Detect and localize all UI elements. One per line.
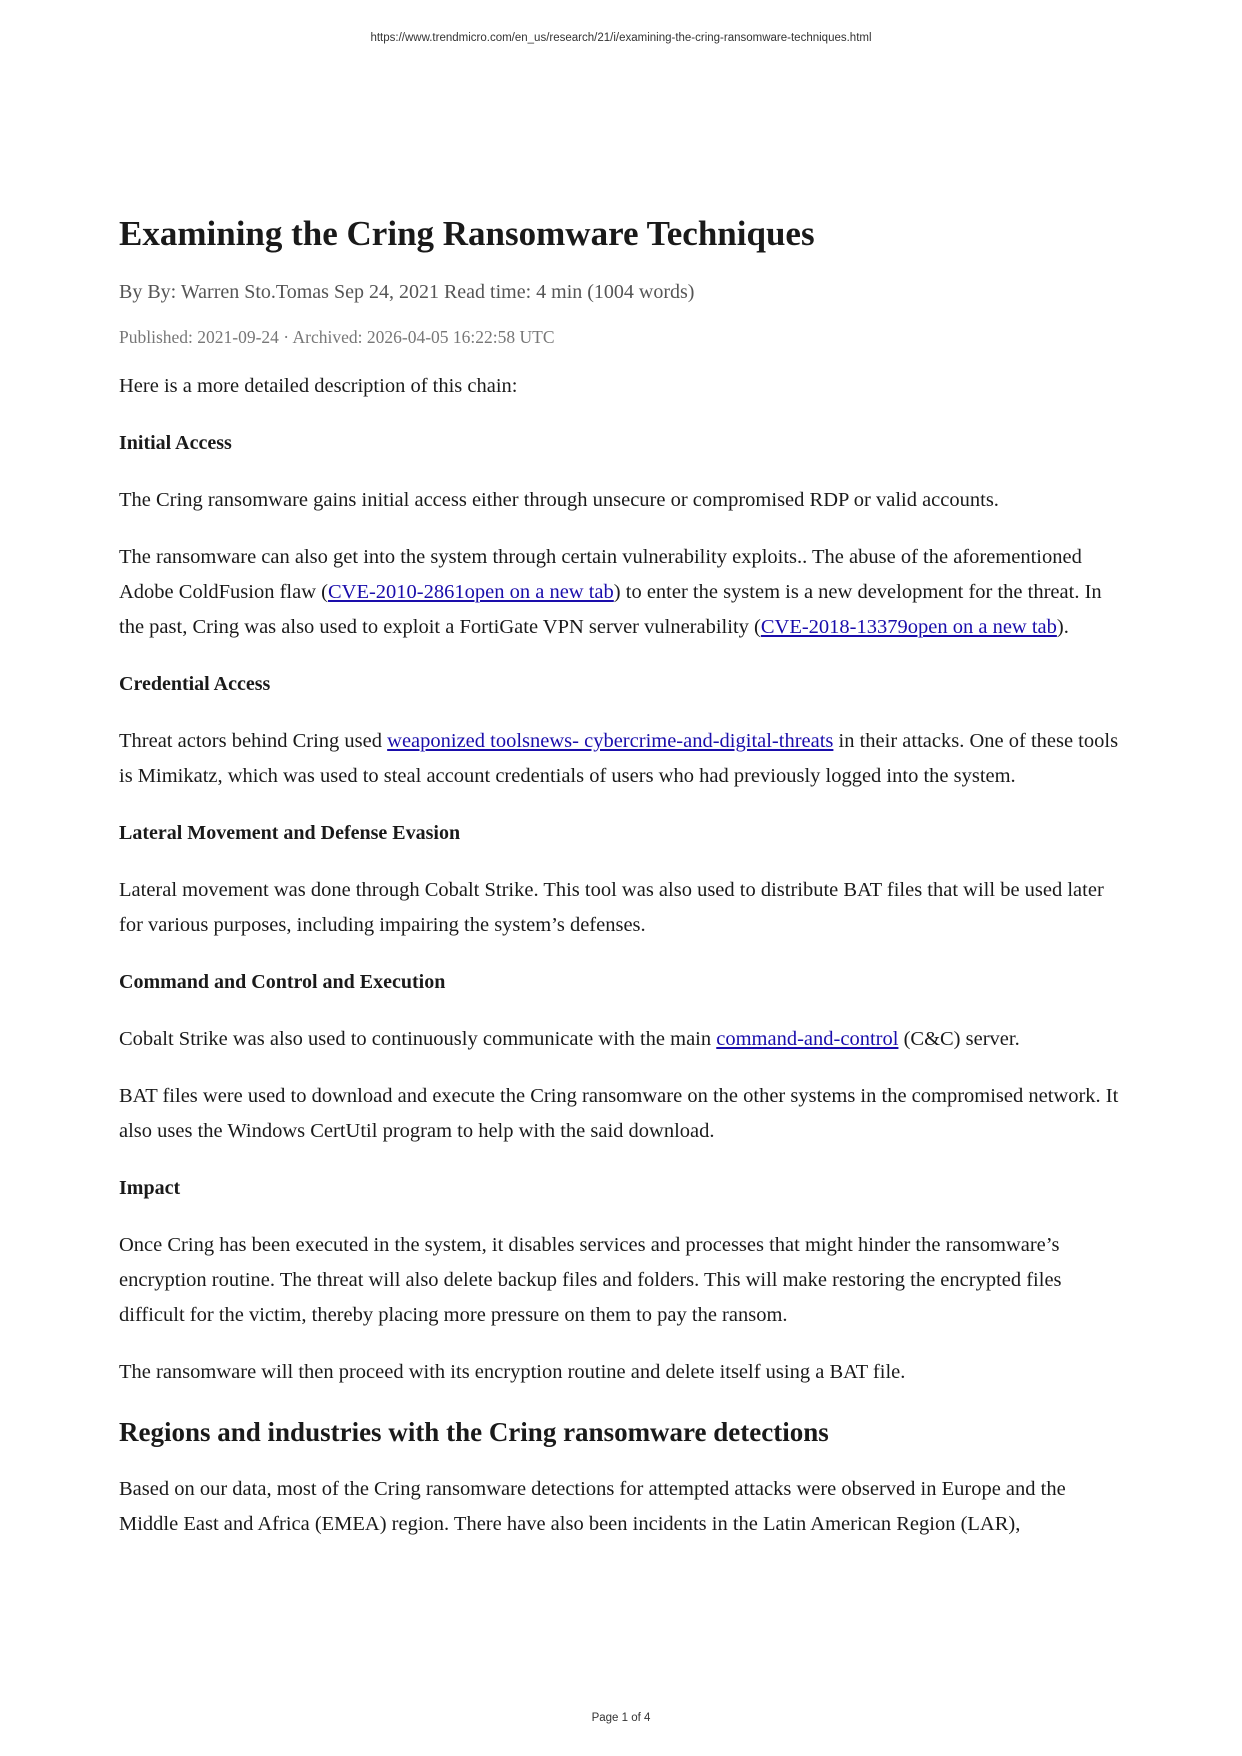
text-span: Threat actors behind Cring used (119, 730, 388, 752)
article-title: Examining the Cring Ransomware Techniques (119, 214, 815, 253)
text-span: The ransomware can also get into the system through certain vulnerability exploits.. The abuse of the aforementioned Adobe ColdFusion flaw ( (119, 546, 1082, 603)
heading-credential-access: Credential Access (119, 673, 271, 695)
heading-regions: Regions and industries with the Cring ransomware detections (119, 1417, 829, 1447)
paragraph-command-control-2: BAT files were used to download and execute the Cring ransomware on the other systems in the compromised network. It also uses the Windows CertUtil program to help with the said download. (119, 1085, 1119, 1142)
paragraph-lateral-movement: Lateral movement was done through Cobalt Strike. This tool was also used to distribute BAT files that will be used later for various purposes, including impairing the system’s defenses. (119, 879, 1104, 936)
paragraph-credential-access (119, 724, 1124, 794)
article-published-date: Published: 2021-09-24 · Archived: 2026-04-05 16:22:58 UTC (119, 327, 555, 347)
text-span: ) to enter the system is a new development for the threat. In the past, Cring was also used to exploit a FortiGate VPN server vulnerability ( (119, 581, 1102, 638)
paragraph-impact-1: Once Cring has been executed in the system, it disables services and processes that might hinder the ransomware’s encryption routine. The threat will also delete backup files and folders. This will make restoring the encrypted files difficult for the victim, thereby placing more pressure on them to pay the ransom. (119, 1234, 1062, 1326)
paragraph-initial-access-1: The Cring ransomware gains initial access either through unsecure or compromised RDP or valid accounts. (119, 489, 999, 511)
article-byline: By By: Warren Sto.Tomas Sep 24, 2021 Read time: 4 min (1004 words) (119, 281, 695, 303)
page-number-footer: Page 1 of 4 (591, 1712, 651, 1724)
link-weaponized-tools[interactable]: weaponized toolsnews- cybercrime-and-digital-threats (387, 730, 834, 752)
text-span: ). (1056, 616, 1069, 638)
text-span: (C&C) server. (898, 1028, 1020, 1050)
intro-paragraph: Here is a more detailed description of this chain: (119, 375, 518, 397)
heading-lateral-movement: Lateral Movement and Defense Evasion (119, 822, 461, 844)
paragraph-command-control-1 (119, 1022, 1124, 1057)
link-cve-2010-2861[interactable]: CVE-2010-2861open on a new tab (327, 581, 614, 603)
paragraph-regions: Based on our data, most of the Cring ransomware detections for attempted attacks were observed in Europe and the Middle East and Africa (EMEA) region. There have also been incidents in the Latin American Region (LAR), (119, 1478, 1066, 1535)
article (119, 210, 1124, 1542)
heading-command-control: Command and Control and Execution (119, 971, 446, 993)
link-command-and-control[interactable]: command-and-control (716, 1028, 899, 1050)
paragraph-impact-2: The ransomware will then proceed with its encryption routine and delete itself using a BAT file. (119, 1361, 906, 1383)
page-url-header: https://www.trendmicro.com/en_us/research/21/i/examining-the-cring-ransomware-techniques.html (370, 32, 872, 44)
heading-impact: Impact (119, 1177, 181, 1199)
paragraph-initial-access-2 (119, 540, 1124, 645)
text-span: in their attacks. One of these tools is Mimikatz, which was used to steal account credentials of users who had previously logged into the system. (119, 730, 1119, 787)
link-cve-2018-13379[interactable]: CVE-2018-13379open on a new tab (760, 616, 1057, 638)
heading-initial-access: Initial Access (119, 432, 232, 454)
text-span: Cobalt Strike was also used to continuously communicate with the main (119, 1028, 717, 1050)
